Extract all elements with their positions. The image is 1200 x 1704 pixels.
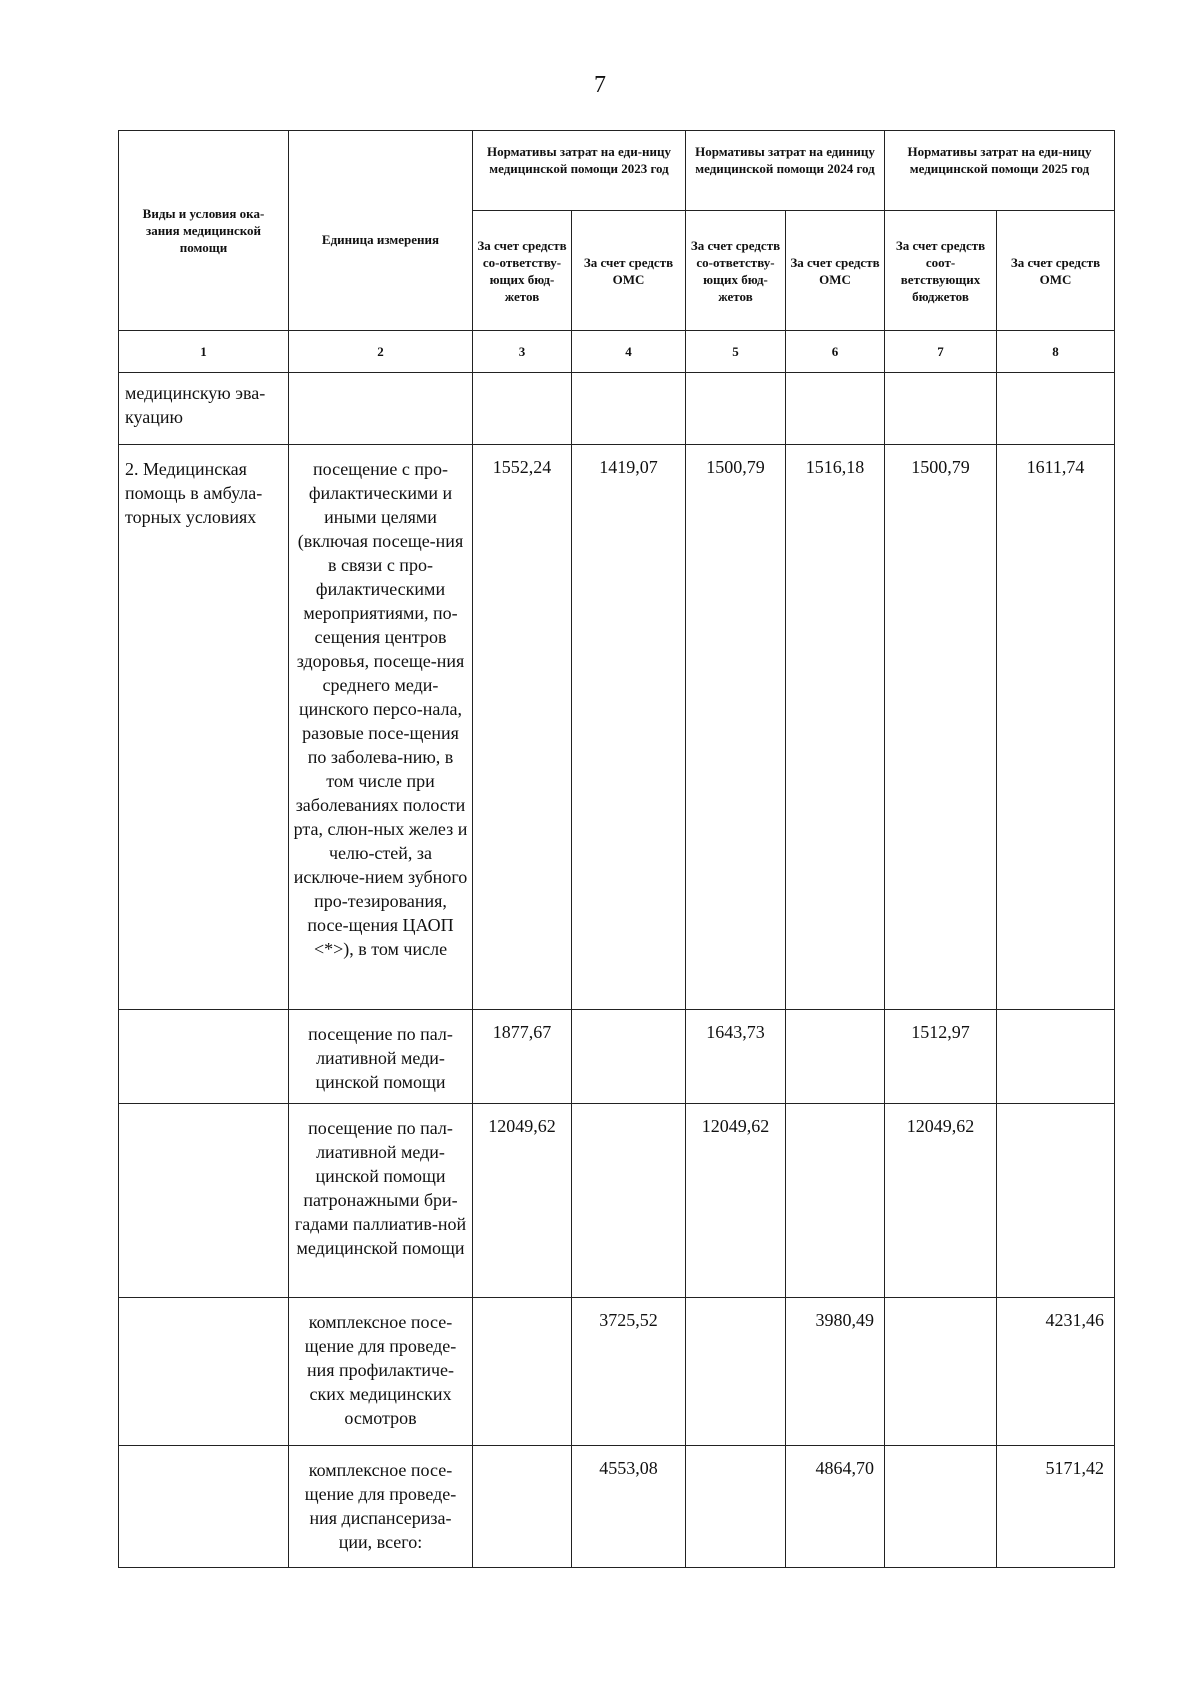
value-cell xyxy=(473,373,572,445)
value-cell xyxy=(473,1298,572,1446)
value-cell: 4864,70 xyxy=(786,1446,885,1568)
value-cell: 1500,79 xyxy=(885,445,997,1010)
value-cell: 3980,49 xyxy=(786,1298,885,1446)
column-number: 4 xyxy=(572,331,686,373)
table-row xyxy=(119,1010,1115,1104)
value-cell: 1552,24 xyxy=(473,445,572,1010)
unit-cell: посещение с про-филактическими и иными целями (включая посеще-ния в связи с про-филактическими мероприятиями, по-сещения центров здоровья, посеще-ния среднего меди-цинского персо-нала, разовые посе-щения по заболева-нию, в том числе при заболеваниях полости рта, слюн-ных желез и челю-стей, за исключе-нием зубного про-тезирования, посе-щения ЦАОП <*>), в том числе xyxy=(289,445,473,1010)
value-cell xyxy=(572,373,686,445)
value-cell xyxy=(885,1446,997,1568)
value-cell: 12049,62 xyxy=(473,1104,572,1298)
header-col-type: Виды и условия ока-зания медицинской помощи xyxy=(119,131,289,331)
value-cell: 1516,18 xyxy=(786,445,885,1010)
care-type-cell xyxy=(119,1446,289,1568)
value-cell xyxy=(686,373,786,445)
table-row xyxy=(119,373,1115,445)
value-cell xyxy=(885,1298,997,1446)
table-row xyxy=(119,1104,1115,1298)
value-cell: 1877,67 xyxy=(473,1010,572,1104)
value-cell: 12049,62 xyxy=(686,1104,786,1298)
value-cell: 1500,79 xyxy=(686,445,786,1010)
value-cell: 1643,73 xyxy=(686,1010,786,1104)
header-group-2023: Нормативы затрат на еди-ницу медицинской помощи 2023 год xyxy=(473,131,686,211)
care-type-cell: медицинскую эва-куацию xyxy=(119,373,289,445)
value-cell: 4231,46 xyxy=(997,1298,1115,1446)
value-cell: 1512,97 xyxy=(885,1010,997,1104)
page-number: 7 xyxy=(594,72,606,98)
header-budget-2024: За счет средств со-ответству-ющих бюд-жетов xyxy=(686,211,786,331)
table-row xyxy=(119,445,1115,1010)
care-type-cell: 2. Медицинская помощь в амбула-торных условиях xyxy=(119,445,289,1010)
column-number: 5 xyxy=(686,331,786,373)
value-cell xyxy=(473,1446,572,1568)
header-col-unit: Единица измерения xyxy=(289,131,473,331)
value-cell xyxy=(686,1446,786,1568)
column-number: 8 xyxy=(997,331,1115,373)
value-cell xyxy=(885,373,997,445)
column-number: 7 xyxy=(885,331,997,373)
unit-cell: комплексное посе-щение для проведе-ния диспансериза-ции, всего: xyxy=(289,1446,473,1568)
unit-cell: посещение по пал-лиативной меди-цинской помощи xyxy=(289,1010,473,1104)
care-type-cell xyxy=(119,1104,289,1298)
value-cell: 5171,42 xyxy=(997,1446,1115,1568)
value-cell: 1419,07 xyxy=(572,445,686,1010)
value-cell xyxy=(997,1104,1115,1298)
care-type-cell xyxy=(119,1010,289,1104)
header-group-2024: Нормативы затрат на единицу медицинской помощи 2024 год xyxy=(686,131,885,211)
header-oms-2025: За счет средств ОМС xyxy=(997,211,1115,331)
table-row xyxy=(119,1446,1115,1568)
value-cell xyxy=(786,1104,885,1298)
column-number: 1 xyxy=(119,331,289,373)
value-cell xyxy=(786,1010,885,1104)
header-oms-2024: За счет средств ОМС xyxy=(786,211,885,331)
header-oms-2023: За счет средств ОМС xyxy=(572,211,686,331)
column-number: 3 xyxy=(473,331,572,373)
value-cell: 12049,62 xyxy=(885,1104,997,1298)
value-cell: 1611,74 xyxy=(997,445,1115,1010)
column-number: 6 xyxy=(786,331,885,373)
value-cell xyxy=(997,1010,1115,1104)
table-row xyxy=(119,1298,1115,1446)
value-cell xyxy=(572,1104,686,1298)
unit-cell: комплексное посе-щение для проведе-ния профилактиче-ских медицинских осмотров xyxy=(289,1298,473,1446)
value-cell xyxy=(786,373,885,445)
header-budget-2025: За счет средств соот-ветствующих бюджетов xyxy=(885,211,997,331)
cost-norms-table xyxy=(118,130,1115,1568)
value-cell xyxy=(572,1010,686,1104)
value-cell: 4553,08 xyxy=(572,1446,686,1568)
value-cell: 3725,52 xyxy=(572,1298,686,1446)
header-row-numbers xyxy=(119,331,1115,373)
header-row-groups xyxy=(119,131,1115,211)
header-budget-2023: За счет средств со-ответству-ющих бюд-жетов xyxy=(473,211,572,331)
header-group-2025: Нормативы затрат на еди-ницу медицинской помощи 2025 год xyxy=(885,131,1115,211)
column-number: 2 xyxy=(289,331,473,373)
value-cell xyxy=(997,373,1115,445)
care-type-cell xyxy=(119,1298,289,1446)
value-cell xyxy=(686,1298,786,1446)
unit-cell: посещение по пал-лиативной меди-цинской помощи патронажными бри-гадами паллиатив-ной медицинской помощи xyxy=(289,1104,473,1298)
unit-cell xyxy=(289,373,473,445)
